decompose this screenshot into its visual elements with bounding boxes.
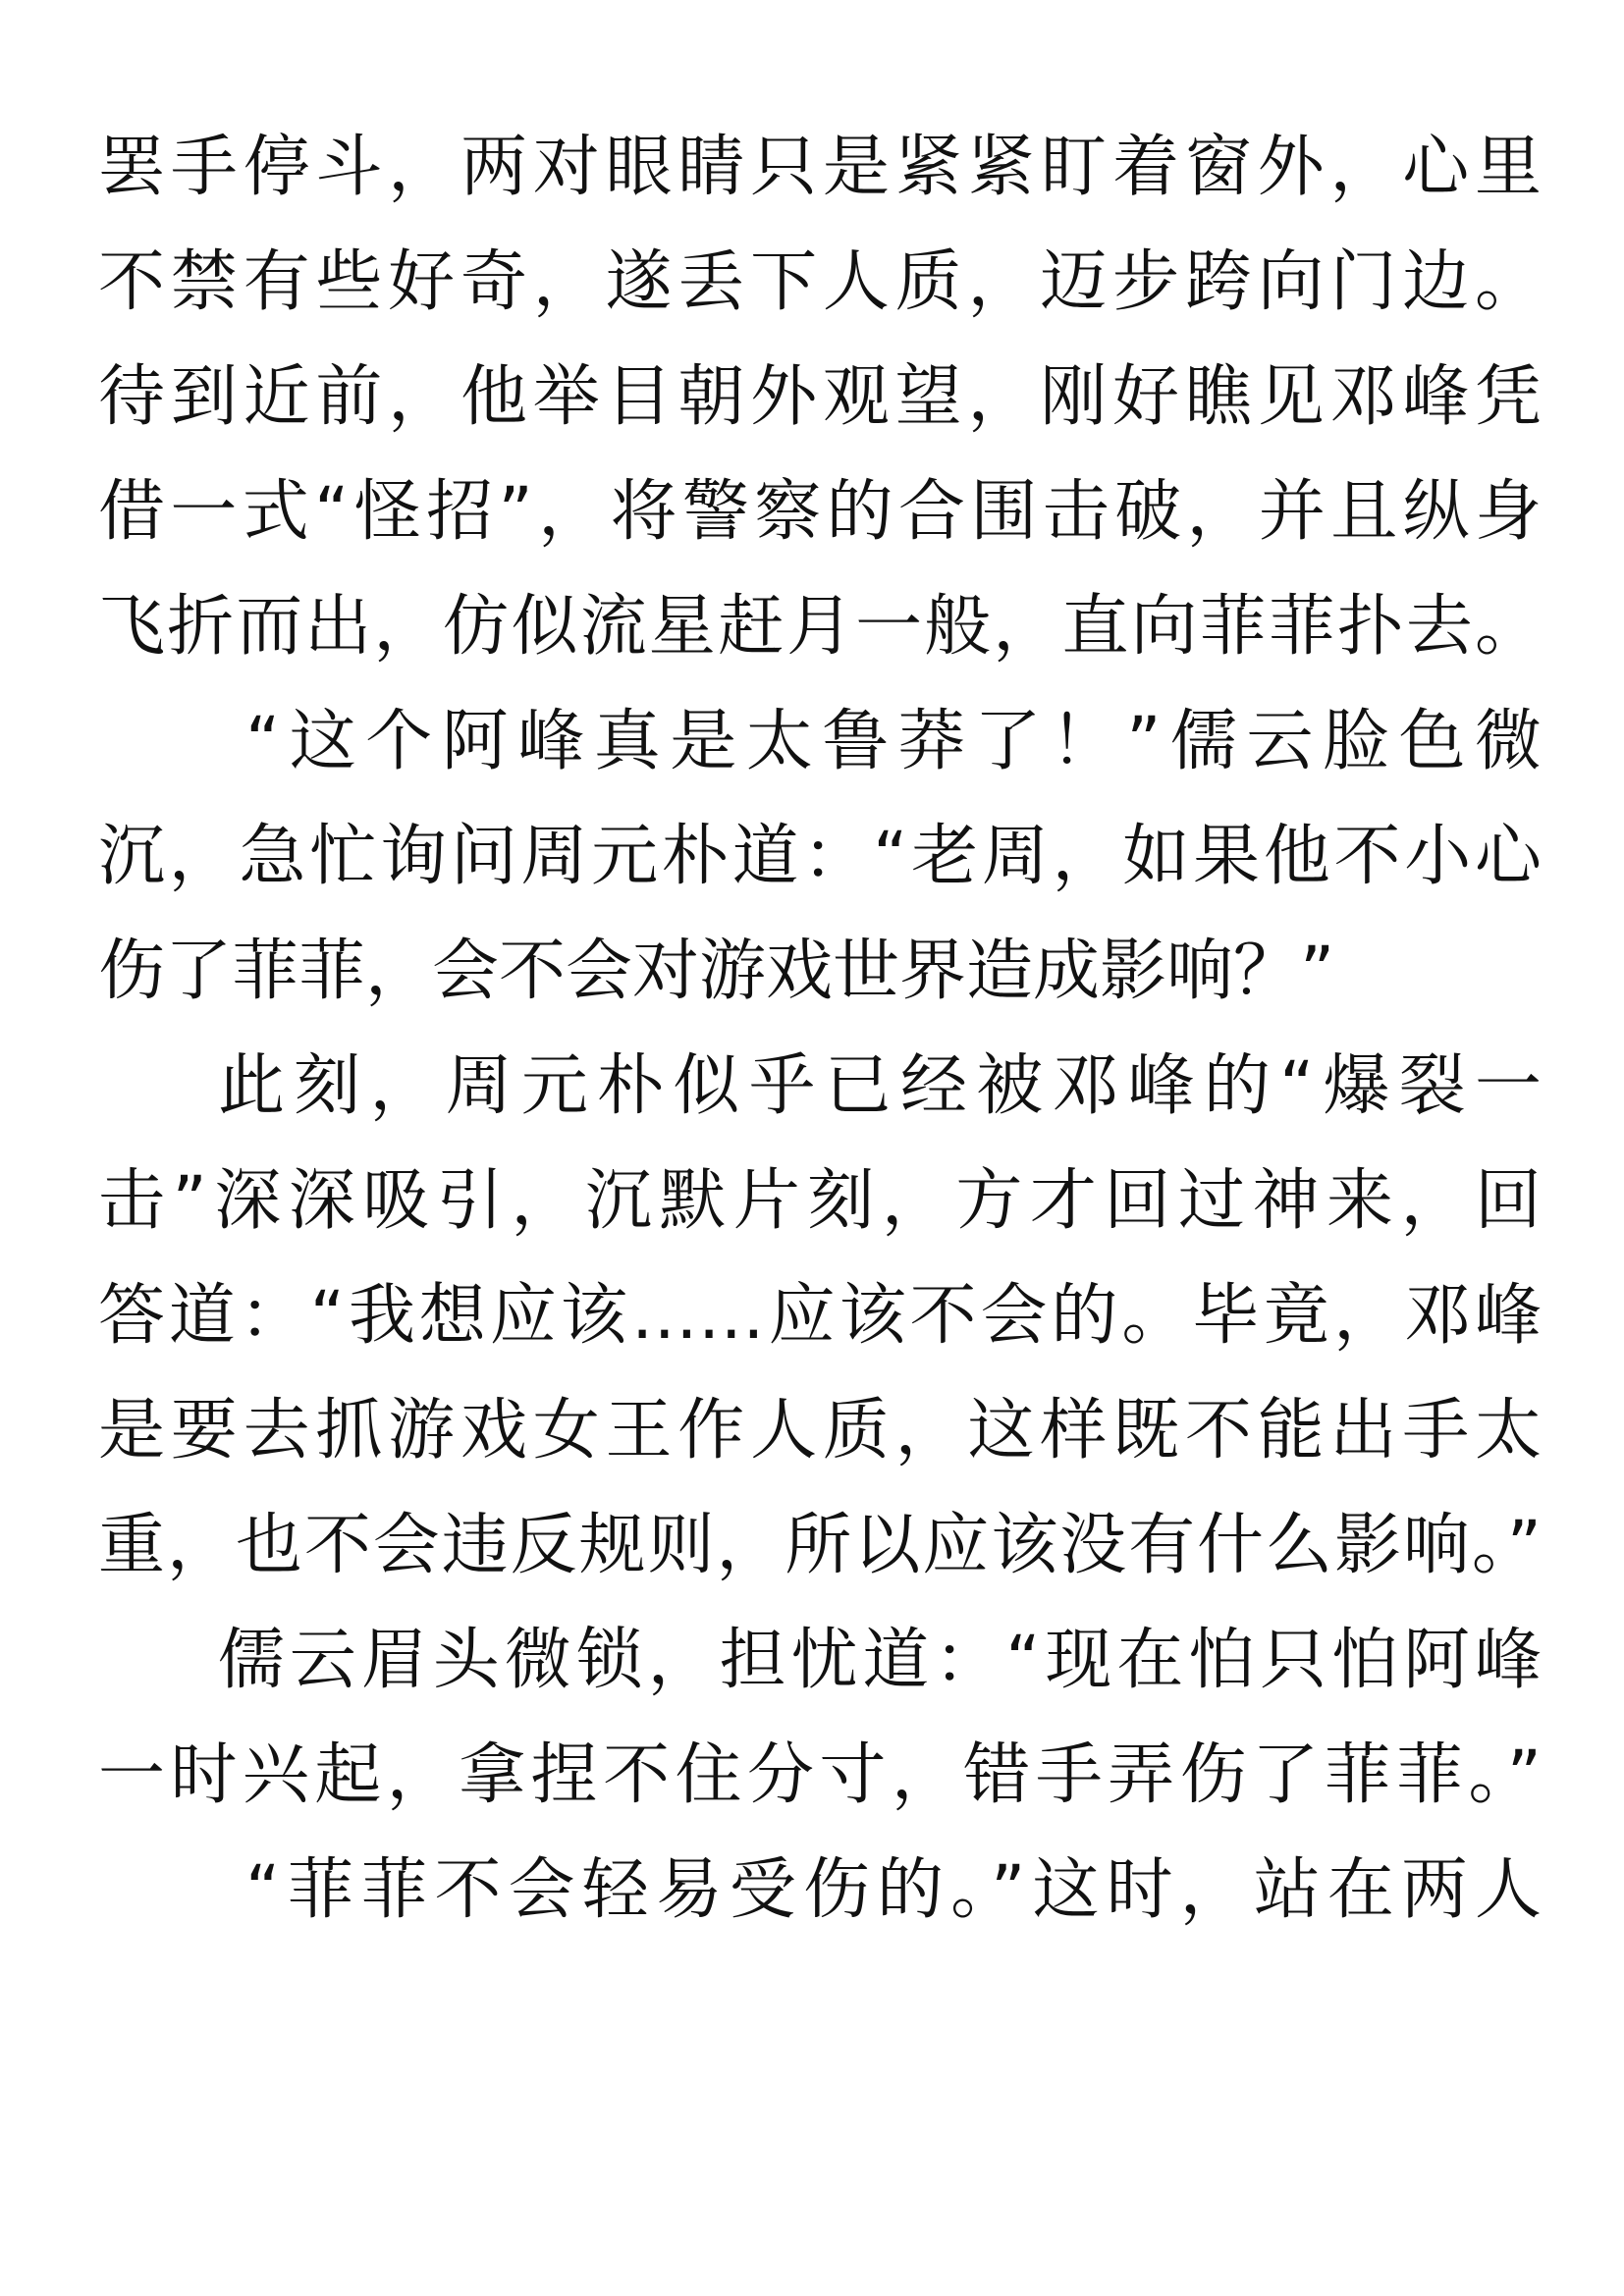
text-line: 儒云眉头微锁，担忧道：“现在怕只怕阿峰 — [218, 1622, 1542, 1699]
text-line: 罢手停斗，两对眼睛只是紧紧盯着窗外，心里 — [98, 129, 1542, 206]
text-line: 重，也不会违反规则，所以应该没有什么影响。” — [98, 1507, 1542, 1584]
text-line: 沉，急忙询问周元朴道：“老周，如果他不小心 — [98, 818, 1542, 895]
body-text — [98, 110, 1542, 1948]
text-line: “菲菲不会轻易受伤的。”这时，站在两人 — [245, 1851, 1542, 1929]
text-line: “这个阿峰真是太鲁莽了！”儒云脸色微 — [245, 703, 1542, 780]
text-line: 待到近前，他举目朝外观望，刚好瞧见邓峰凭 — [98, 358, 1542, 436]
text-line: 答道：“我想应该……应该不会的。毕竟，邓峰 — [98, 1277, 1542, 1355]
text-line: 此刻，周元朴似乎已经被邓峰的“爆裂一 — [218, 1047, 1542, 1125]
text-line: 击”深深吸引，沉默片刻，方才回过神来，回 — [98, 1162, 1542, 1240]
text-line: 飞折而出，仿似流星赶月一般，直向菲菲扑去。 — [98, 588, 1542, 666]
text-line: 不禁有些好奇，遂丢下人质，迈步跨向门边。 — [98, 243, 1542, 321]
text-line: 一时兴起，拿捏不住分寸，错手弄伤了菲菲。” — [98, 1736, 1542, 1814]
text-line: 借一式“怪招”，将警察的合围击破，并且纵身 — [98, 473, 1542, 551]
text-line: 伤了菲菲，会不会对游戏世界造成影响？” — [98, 933, 1335, 1010]
text-line: 是要去抓游戏女王作人质，这样既不能出手太 — [98, 1392, 1542, 1469]
